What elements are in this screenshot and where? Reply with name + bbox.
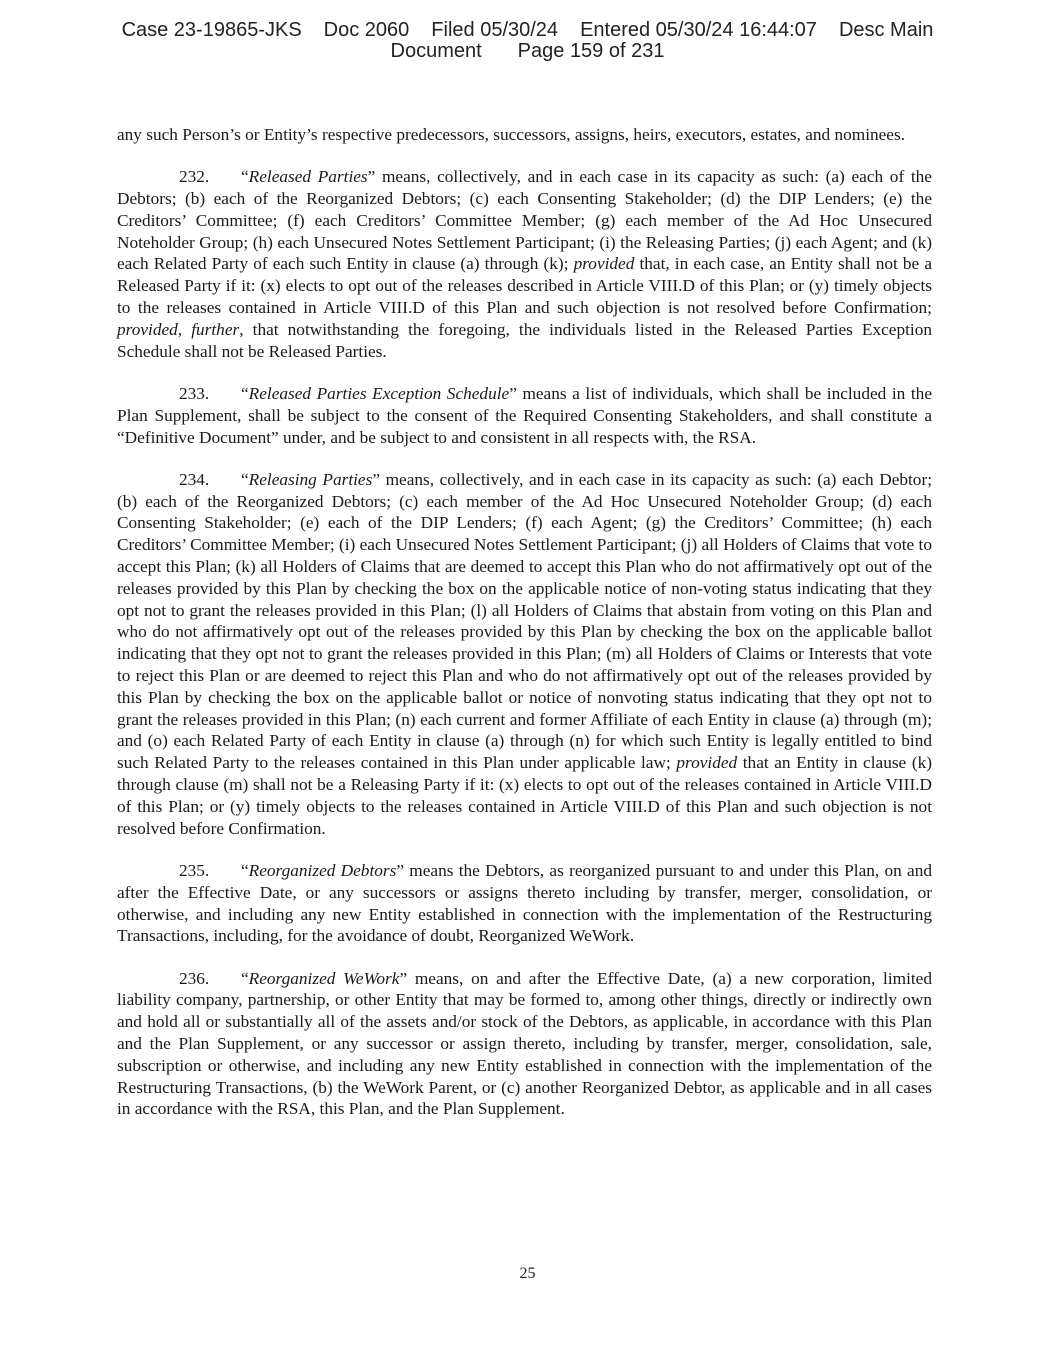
defined-term: Released Parties bbox=[248, 167, 368, 187]
definition-paragraph-232: 232. “Released Parties” means, collectively, and in each case in its capacity as such: (a) each of the Debtors; (b) each of the Reorganized Debtors; (c) each Consenting Stakeholder; (d) the DIP Lenders; (e) the Creditors’ Committee; (f) each Creditors’ Committee Member; (g) each member of the Ad Hoc Unsecured Noteholder Group; (h) each Unsecured Notes Settlement Participant; (i) the Releasing Parties; (j) each Agent; and (k) each Related Party of each such Entity in clause (a) through (k); provided that, in each case, an Entity shall not be a Released Party if it: (x) elects to opt out of the releases described in Article VIII.D of this Plan; or (y) timely objects to the releases contained in Article VIII.D of this Plan and such objection is not resolved before Confirmation; provided, further, that notwithstanding the foregoing, the individuals listed in the Released Parties Exception Schedule shall not be Released Parties. bbox=[117, 167, 932, 361]
paragraph-number: 236. bbox=[179, 968, 210, 988]
defined-term: Released Parties Exception Schedule bbox=[248, 383, 510, 403]
paragraph-number: 234. bbox=[179, 469, 210, 489]
definition-paragraph-233: 233. “Released Parties Exception Schedule” means a list of individuals, which shall be included in the Plan Supplement, shall be subject to the consent of the Required Consenting Stakeholders, and shall constitute a “Definitive Document” under, and be subject to and consistent in all respects with, the RSA. bbox=[117, 383, 932, 447]
definition-paragraph-235: 235. “Reorganized Debtors” means the Debtors, as reorganized pursuant to and under this Plan, on and after the Effective Date, or any successors or assigns thereto including by transfer, merger, consolidation, or otherwise, and including any new Entity established in connection with the implementation of the Restructuring Transactions, including, for the avoidance of doubt, Reorganized WeWork. bbox=[117, 860, 932, 946]
page-number: 25 bbox=[519, 1265, 536, 1282]
doc-number: Doc 2060 bbox=[323, 19, 410, 41]
paragraph-number: 233. bbox=[179, 383, 210, 403]
stamp-line-2 bbox=[0, 41, 1055, 62]
definition-paragraph-236: 236. “Reorganized WeWork” means, on and after the Effective Date, (a) a new corporation, limited liability company, partnership, or other Entity that may be formed to, among other things, directly or indirectly own and hold all or substantially all of the assets and/or stock of the Debtors, as applicable, in accordance with this Plan and the Plan Supplement, or any successor or assign thereto, including by transfer, merger, consolidation, sale, subscription or otherwise, and including any new Entity established in connection with the implementation of the Restructuring Transactions, (b) the WeWork Parent, or (c) another Reorganized Debtor, as applicable and in all cases in accordance with the RSA, this Plan, and the Plan Supplement. bbox=[117, 968, 932, 1119]
definition-paragraph-234: 234. “Releasing Parties” means, collectively, and in each case in its capacity as such: (a) each Debtor; (b) each of the Reorganized Debtors; (c) each member of the Ad Hoc Unsecured Noteholder Group; (d) each Consenting Stakeholder; (e) each of the DIP Lenders; (f) each Agent; (g) the Creditors’ Committee; (h) each Creditors’ Committee Member; (i) each Unsecured Notes Settlement Participant; (j) all Holders of Claims that vote to accept this Plan; (k) all Holders of Claims that are deemed to accept this Plan who do not affirmatively opt out of the releases provided by this Plan by checking the box on the applicable notice of non-voting status indicating that they opt not to grant the releases provided in this Plan; (l) all Holders of Claims that abstain from voting on this Plan and who do not affirmatively opt out of the releases provided by this Plan by checking the box on the applicable ballot indicating that they opt not to grant the releases provided in this Plan; (m) all Holders of Claims or Interests that vote to reject this Plan or are deemed to reject this Plan and who do not affirmatively opt out of the releases provided by this Plan by checking the box on the applicable ballot or notice of nonvoting status indicating that they opt not to grant the releases provided in this Plan; (n) each current and former Affiliate of each Entity in clause (a) through (m); and (o) each Related Party of each Entity in clause (a) through (n) for which such Entity is legally entitled to bind such Related Party to the releases contained in this Plan under applicable law; provided that an Entity in clause (k) through clause (m) shall not be a Releasing Party if it: (x) elects to opt out of the releases contained in Article VIII.D of this Plan; or (y) timely objects to the releases contained in Article VIII.D of this Plan and such objection is not resolved before Confirmation. bbox=[117, 469, 932, 838]
court-filing-header-stamp bbox=[0, 20, 1055, 62]
defined-term: Releasing Parties bbox=[248, 469, 373, 489]
filed-date: Filed 05/30/24 bbox=[431, 19, 559, 41]
document-label: Document bbox=[390, 40, 482, 62]
document-body bbox=[117, 124, 932, 1141]
continuation-paragraph: any such Person’s or Entity’s respective predecessors, successors, assigns, heirs, executors, estates, and nominees. bbox=[117, 125, 906, 144]
defined-term: Reorganized Debtors bbox=[248, 860, 397, 880]
case-number: Case 23-19865-JKS bbox=[121, 19, 302, 41]
page-count: Page 159 of 231 bbox=[517, 40, 665, 62]
desc-label: Desc Main bbox=[838, 19, 934, 41]
stamp-line-1 bbox=[0, 20, 1055, 41]
paragraph-number: 232. bbox=[179, 167, 210, 187]
entered-date: Entered 05/30/24 16:44:07 bbox=[580, 19, 817, 41]
paragraph-number: 235. bbox=[179, 860, 210, 880]
defined-term: Reorganized WeWork bbox=[248, 968, 400, 988]
